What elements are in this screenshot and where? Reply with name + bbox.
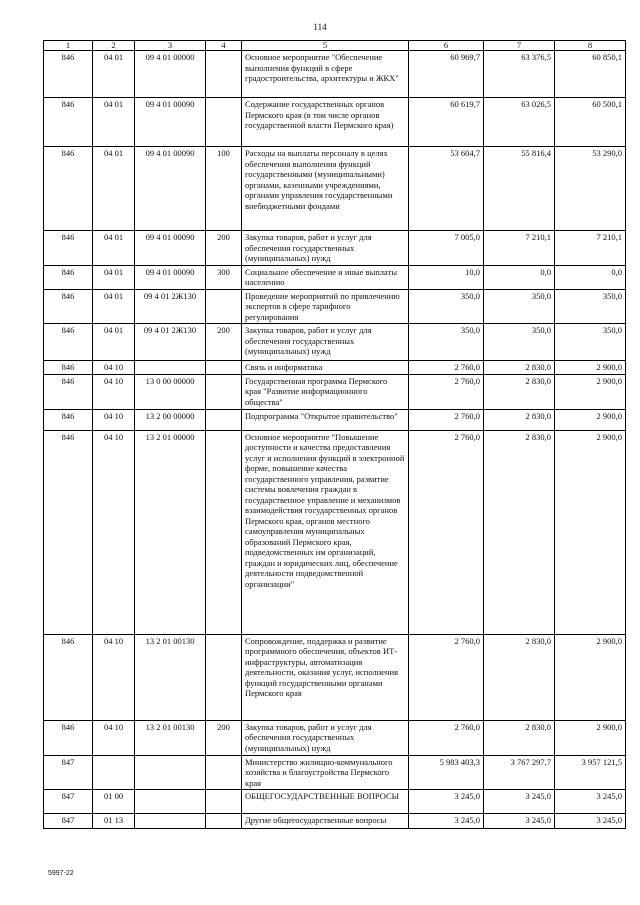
cell-target-code: 13 2 01 00130 bbox=[135, 720, 206, 755]
cell-expense-type bbox=[206, 289, 242, 324]
cell-section-code: 04 10 bbox=[93, 634, 135, 720]
cell-section-code: 04 10 bbox=[93, 409, 135, 430]
cell-section-code: 04 01 bbox=[93, 147, 135, 231]
table-row bbox=[44, 265, 626, 289]
cell-expense-type: 200 bbox=[206, 324, 242, 361]
cell-target-code bbox=[135, 814, 206, 829]
cell-amount-year-2: 2 830,0 bbox=[484, 634, 555, 720]
cell-section-code: 04 10 bbox=[93, 430, 135, 634]
cell-amount-year-2: 2 830,0 bbox=[484, 720, 555, 755]
cell-admin-code: 846 bbox=[44, 374, 93, 409]
cell-description: Другие общегосударственные вопросы bbox=[242, 814, 409, 829]
cell-amount-year-3: 2 900,0 bbox=[555, 430, 626, 634]
cell-admin-code: 846 bbox=[44, 409, 93, 430]
cell-expense-type: 200 bbox=[206, 231, 242, 266]
cell-amount-year-3: 2 900,0 bbox=[555, 409, 626, 430]
cell-description: Социальное обеспечение и иные выплаты населению bbox=[242, 265, 409, 289]
cell-description: Закупка товаров, работ и услуг для обеспечения государственных (муниципальных) нужд bbox=[242, 720, 409, 755]
table-row bbox=[44, 814, 626, 829]
cell-section-code: 01 13 bbox=[93, 814, 135, 829]
table-header-row bbox=[44, 41, 626, 51]
cell-amount-year-3: 350,0 bbox=[555, 289, 626, 324]
cell-expense-type: 200 bbox=[206, 720, 242, 755]
header-col-2: 2 bbox=[93, 41, 135, 51]
cell-amount-year-2: 2 830,0 bbox=[484, 374, 555, 409]
table-row bbox=[44, 790, 626, 814]
header-col-3: 3 bbox=[135, 41, 206, 51]
cell-admin-code: 846 bbox=[44, 361, 93, 375]
cell-amount-year-3: 2 900,0 bbox=[555, 361, 626, 375]
table-row bbox=[44, 98, 626, 147]
cell-section-code: 04 01 bbox=[93, 265, 135, 289]
cell-amount-year-1: 60 969,7 bbox=[409, 51, 484, 98]
cell-target-code bbox=[135, 790, 206, 814]
cell-section-code bbox=[93, 755, 135, 790]
cell-amount-year-1: 350,0 bbox=[409, 324, 484, 361]
table-row bbox=[44, 231, 626, 266]
header-col-5: 5 bbox=[242, 41, 409, 51]
table-row bbox=[44, 289, 626, 324]
header-col-6: 6 bbox=[409, 41, 484, 51]
cell-amount-year-3: 7 210,1 bbox=[555, 231, 626, 266]
cell-description: Министерство жилищно-коммунального хозяйства и благоустройства Пермского края bbox=[242, 755, 409, 790]
cell-description: Государственная программа Пермского края "Развитие информационного общества" bbox=[242, 374, 409, 409]
cell-expense-type bbox=[206, 409, 242, 430]
table-row bbox=[44, 430, 626, 634]
cell-section-code: 04 10 bbox=[93, 720, 135, 755]
cell-amount-year-2: 2 830,0 bbox=[484, 430, 555, 634]
cell-description: Подпрограмма "Открытое правительство" bbox=[242, 409, 409, 430]
table-row bbox=[44, 361, 626, 375]
cell-section-code: 04 01 bbox=[93, 289, 135, 324]
cell-admin-code: 846 bbox=[44, 634, 93, 720]
cell-amount-year-3: 60 500,1 bbox=[555, 98, 626, 147]
table-row bbox=[44, 409, 626, 430]
cell-admin-code: 847 bbox=[44, 790, 93, 814]
table-row bbox=[44, 51, 626, 98]
cell-expense-type bbox=[206, 790, 242, 814]
cell-target-code: 13 0 00 00000 bbox=[135, 374, 206, 409]
cell-amount-year-1: 53 604,7 bbox=[409, 147, 484, 231]
cell-description: Основное мероприятие "Обеспечение выполнения функций в сфере градостроительства, архитектуры и ЖКХ" bbox=[242, 51, 409, 98]
cell-expense-type: 100 bbox=[206, 147, 242, 231]
cell-section-code: 04 01 bbox=[93, 231, 135, 266]
cell-target-code: 09 4 01 00090 bbox=[135, 147, 206, 231]
cell-target-code: 13 2 01 00130 bbox=[135, 634, 206, 720]
cell-target-code: 09 4 01 00090 bbox=[135, 98, 206, 147]
cell-amount-year-1: 10,0 bbox=[409, 265, 484, 289]
cell-amount-year-2: 63 376,5 bbox=[484, 51, 555, 98]
cell-description: Сопровождение, поддержка и развитие программного обеспечения, объектов ИТ-инфраструктуры, автоматизация деятельности, оказания услуг, исполнения функций государственными органами Пермского края bbox=[242, 634, 409, 720]
cell-target-code: 09 4 01 00000 bbox=[135, 51, 206, 98]
cell-target-code: 09 4 01 2Ж130 bbox=[135, 324, 206, 361]
cell-target-code: 09 4 01 2Ж130 bbox=[135, 289, 206, 324]
cell-expense-type bbox=[206, 634, 242, 720]
header-col-4: 4 bbox=[206, 41, 242, 51]
cell-amount-year-3: 2 900,0 bbox=[555, 374, 626, 409]
cell-description: Закупка товаров, работ и услуг для обеспечения государственных (муниципальных) нужд bbox=[242, 324, 409, 361]
cell-amount-year-2: 2 830,0 bbox=[484, 361, 555, 375]
cell-amount-year-2: 2 830,0 bbox=[484, 409, 555, 430]
cell-amount-year-3: 2 900,0 bbox=[555, 720, 626, 755]
cell-expense-type bbox=[206, 374, 242, 409]
cell-description: Закупка товаров, работ и услуг для обеспечения государственных (муниципальных) нужд bbox=[242, 231, 409, 266]
table-row bbox=[44, 147, 626, 231]
cell-admin-code: 846 bbox=[44, 147, 93, 231]
cell-amount-year-2: 0,0 bbox=[484, 265, 555, 289]
cell-amount-year-1: 7 005,0 bbox=[409, 231, 484, 266]
cell-section-code: 04 01 bbox=[93, 324, 135, 361]
cell-admin-code: 846 bbox=[44, 231, 93, 266]
cell-target-code: 13 2 01 00000 bbox=[135, 430, 206, 634]
cell-expense-type bbox=[206, 814, 242, 829]
cell-section-code: 01 00 bbox=[93, 790, 135, 814]
cell-amount-year-2: 7 210,1 bbox=[484, 231, 555, 266]
cell-amount-year-3: 60 850,1 bbox=[555, 51, 626, 98]
table-row bbox=[44, 324, 626, 361]
cell-section-code: 04 10 bbox=[93, 374, 135, 409]
cell-amount-year-1: 2 760,0 bbox=[409, 409, 484, 430]
cell-amount-year-1: 3 245,0 bbox=[409, 814, 484, 829]
cell-admin-code: 847 bbox=[44, 755, 93, 790]
cell-admin-code: 846 bbox=[44, 720, 93, 755]
cell-amount-year-2: 3 767 297,7 bbox=[484, 755, 555, 790]
cell-admin-code: 846 bbox=[44, 324, 93, 361]
cell-amount-year-1: 2 760,0 bbox=[409, 361, 484, 375]
cell-amount-year-1: 2 760,0 bbox=[409, 374, 484, 409]
cell-section-code: 04 10 bbox=[93, 361, 135, 375]
document-code: 5997-22 bbox=[48, 870, 74, 877]
cell-description: Основное мероприятие "Повышение доступности и качества предоставления услуг и исполнения функций в электронной форме, повышение качества государственного управления, развитие системы вовлечения граждан в государственное управление и механизмов взаимодействия государственных органов Пермского края, органов местного самоуправления муниципальных образований Пермского края, подведомственных им организаций, граждан и юридических лиц, обеспечение деятельности подведомственной организации" bbox=[242, 430, 409, 634]
cell-amount-year-1: 350,0 bbox=[409, 289, 484, 324]
cell-amount-year-1: 60 619,7 bbox=[409, 98, 484, 147]
cell-target-code bbox=[135, 361, 206, 375]
cell-expense-type bbox=[206, 361, 242, 375]
cell-amount-year-2: 3 245,0 bbox=[484, 790, 555, 814]
cell-amount-year-2: 55 816,4 bbox=[484, 147, 555, 231]
cell-target-code: 09 4 01 00090 bbox=[135, 231, 206, 266]
table-row bbox=[44, 634, 626, 720]
cell-target-code: 09 4 01 00090 bbox=[135, 265, 206, 289]
cell-expense-type bbox=[206, 755, 242, 790]
cell-amount-year-1: 2 760,0 bbox=[409, 634, 484, 720]
table-row bbox=[44, 755, 626, 790]
cell-description: Расходы на выплаты персоналу в целях обеспечения выполнения функций государственными (муниципальными) органами, казенными учреждениями, органами управления государственными внебюджетными фондами bbox=[242, 147, 409, 231]
cell-amount-year-1: 3 245,0 bbox=[409, 790, 484, 814]
cell-expense-type bbox=[206, 98, 242, 147]
cell-amount-year-1: 2 760,0 bbox=[409, 430, 484, 634]
cell-expense-type: 300 bbox=[206, 265, 242, 289]
cell-amount-year-3: 350,0 bbox=[555, 324, 626, 361]
cell-section-code: 04 01 bbox=[93, 51, 135, 98]
cell-admin-code: 846 bbox=[44, 430, 93, 634]
cell-target-code: 13 2 00 00000 bbox=[135, 409, 206, 430]
header-col-7: 7 bbox=[484, 41, 555, 51]
cell-amount-year-1: 2 760,0 bbox=[409, 720, 484, 755]
table-row bbox=[44, 374, 626, 409]
header-col-1: 1 bbox=[44, 41, 93, 51]
cell-amount-year-3: 3 245,0 bbox=[555, 814, 626, 829]
cell-amount-year-2: 350,0 bbox=[484, 324, 555, 361]
cell-target-code bbox=[135, 755, 206, 790]
cell-amount-year-3: 3 245,0 bbox=[555, 790, 626, 814]
header-col-8: 8 bbox=[555, 41, 626, 51]
cell-description: ОБЩЕГОСУДАРСТВЕННЫЕ ВОПРОСЫ bbox=[242, 790, 409, 814]
cell-description: Содержание государственных органов Пермского края (в том числе органов государственной власти Пермского края) bbox=[242, 98, 409, 147]
cell-admin-code: 846 bbox=[44, 98, 93, 147]
budget-table bbox=[43, 40, 626, 829]
cell-expense-type bbox=[206, 51, 242, 98]
cell-section-code: 04 01 bbox=[93, 98, 135, 147]
cell-amount-year-3: 0,0 bbox=[555, 265, 626, 289]
cell-admin-code: 846 bbox=[44, 51, 93, 98]
table-row bbox=[44, 720, 626, 755]
cell-admin-code: 846 bbox=[44, 289, 93, 324]
cell-admin-code: 846 bbox=[44, 265, 93, 289]
cell-amount-year-1: 5 983 403,3 bbox=[409, 755, 484, 790]
cell-expense-type bbox=[206, 430, 242, 634]
cell-description: Связь и информатика bbox=[242, 361, 409, 375]
cell-amount-year-2: 350,0 bbox=[484, 289, 555, 324]
page-number: 114 bbox=[313, 22, 327, 32]
cell-description: Проведение мероприятий по привлечению экспертов в сфере тарифного регулирования bbox=[242, 289, 409, 324]
cell-amount-year-3: 3 957 121,5 bbox=[555, 755, 626, 790]
cell-amount-year-2: 63 026,5 bbox=[484, 98, 555, 147]
cell-admin-code: 847 bbox=[44, 814, 93, 829]
cell-amount-year-3: 53 290,0 bbox=[555, 147, 626, 231]
cell-amount-year-3: 2 900,0 bbox=[555, 634, 626, 720]
cell-amount-year-2: 3 245,0 bbox=[484, 814, 555, 829]
